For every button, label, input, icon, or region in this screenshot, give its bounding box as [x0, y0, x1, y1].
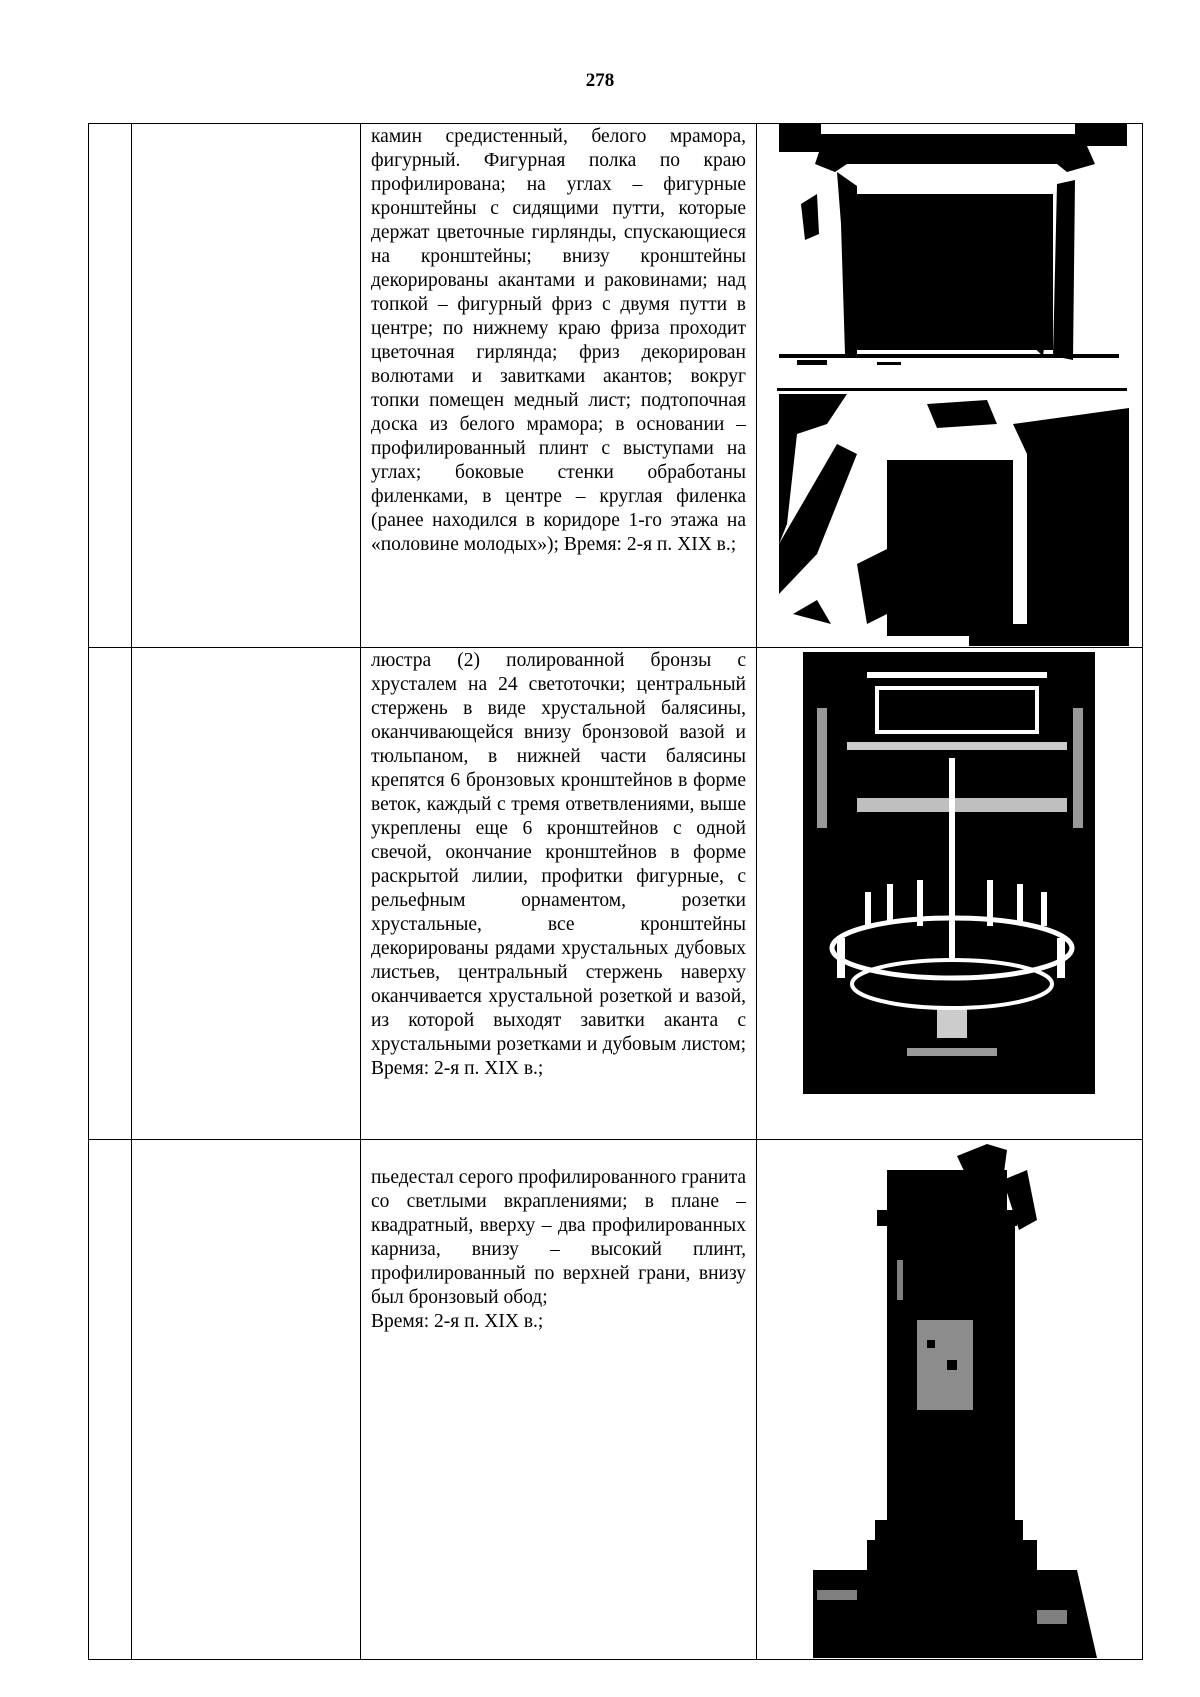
- page-number: 278: [585, 70, 615, 91]
- pedestal-photo: [757, 1140, 1143, 1658]
- pedestal-time: Время: 2-я п. XIX в.;: [371, 1311, 544, 1332]
- photo-cell: [757, 648, 1143, 1140]
- pedestal-description-text: пьедестал серого профилированного гранита со светлыми вкраплениями; в плане – квадратный, вверху – два профилированных карниза, внизу – высокий плинт, профилированный по верхней грани, внизу был бронзовый обод;: [371, 1167, 746, 1308]
- index-cell: [89, 1140, 132, 1660]
- table-row: [89, 124, 1143, 648]
- fireplace-description: камин средистенный, белого мрамора, фигурный. Фигурная полка по краю профилирована; на углах – фигурные кронштейны с сидящими путти, которые держат цветочные гирлянды, спускающиеся на кронштейны; внизу кронштейны декорированы акантами и раковинами; над топкой – фигурный фриз с двумя путти в центре; по нижнему краю фриза проходит цветочная гирлянда; фриз декорирован волютами и завитками акантов; вокруг топки помещен медный лист; подтопочная доска из белого мрамора; в основании – профилированный плинт с выступами на углах; боковые стенки обработаны филенками, в центре – круглая филенка (ранее находился в коридоре 1-го этажа на «половине молодых»); Время: 2-я п. XIX в.;: [371, 126, 746, 555]
- description-cell: [361, 648, 757, 1140]
- name-cell: [132, 124, 361, 648]
- table-row: [89, 648, 1143, 1140]
- chandelier-photos: [757, 648, 1142, 1138]
- fireplace-photo-top: [757, 124, 1143, 646]
- description-cell: [361, 1140, 757, 1660]
- name-cell: [132, 1140, 361, 1660]
- photo-cell: [757, 1140, 1143, 1660]
- index-cell: [89, 124, 132, 648]
- table-row: [89, 1140, 1143, 1660]
- index-cell: [89, 648, 132, 1140]
- pedestal-description: [361, 1140, 756, 1334]
- object-registry-table: [88, 123, 1143, 1660]
- description-cell: [361, 124, 757, 648]
- photo-cell: [757, 124, 1143, 648]
- pedestal-photos: [757, 1140, 1142, 1658]
- chandelier-photo: [757, 648, 1143, 1138]
- fireplace-photos: [757, 124, 1142, 646]
- name-cell: [132, 648, 361, 1140]
- chandelier-description: люстра (2) полированной бронзы с хрусталем на 24 светоточки; центральный стержень в виде хрустальной балясины, оканчивающейся внизу бронзовой вазой и тюльпаном, в нижней части балясины крепятся 6 бронзовых кронштейнов в форме веток, каждый с тремя ответвлениями, выше укреплены еще 6 кронштейнов с одной свечой, окончание кронштейнов в форме раскрытой лилии, профитки фигурные, с рельефным орнаментом, розетки хрустальные, все кронштейны декорированы рядами хрустальных дубовых листьев, центральный стержень наверху оканчивается хрустальной розеткой и вазой, из которой выходят завитки аканта с хрустальными розетками и дубовым листом; Время: 2-я п. XIX в.;: [371, 650, 746, 1079]
